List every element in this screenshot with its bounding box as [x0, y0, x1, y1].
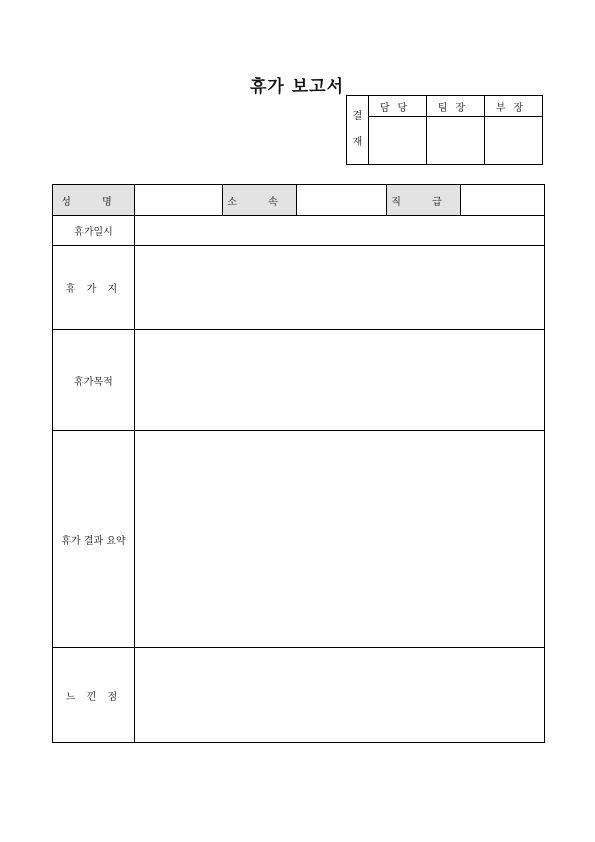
- department-field[interactable]: [297, 185, 387, 216]
- vacation-period-label: 휴가일시: [53, 216, 135, 246]
- department-label: 소 속: [223, 185, 297, 216]
- approval-sign-staff[interactable]: [369, 117, 427, 165]
- impression-field[interactable]: [135, 648, 545, 743]
- rank-field[interactable]: [461, 185, 545, 216]
- approval-side-char-2: 재: [352, 137, 363, 148]
- vacation-report-form: [52, 184, 545, 743]
- vacation-result-field[interactable]: [135, 431, 545, 648]
- name-field[interactable]: [135, 185, 223, 216]
- vacation-purpose-label: 휴가목적: [53, 330, 135, 431]
- approval-header-team-lead: 팀장: [427, 96, 485, 117]
- approval-side-char-1: 결: [352, 111, 363, 122]
- approval-sign-manager[interactable]: [485, 117, 543, 165]
- approval-header-staff: 담당: [369, 96, 427, 117]
- document-title: 휴가 보고서: [250, 77, 345, 97]
- approval-sign-team-lead[interactable]: [427, 117, 485, 165]
- vacation-result-label: 휴가 결과 요약: [53, 431, 135, 648]
- vacation-place-field[interactable]: [135, 246, 545, 330]
- name-label: 성 명: [53, 185, 135, 216]
- approval-side-label: [347, 96, 369, 165]
- vacation-purpose-field[interactable]: [135, 330, 545, 431]
- vacation-period-field[interactable]: [135, 216, 545, 246]
- rank-label: 직 급: [387, 185, 461, 216]
- impression-label: 느 낀 점: [53, 648, 135, 743]
- approval-box: [346, 95, 543, 165]
- vacation-place-label: 휴 가 지: [53, 246, 135, 330]
- approval-header-manager: 부장: [485, 96, 543, 117]
